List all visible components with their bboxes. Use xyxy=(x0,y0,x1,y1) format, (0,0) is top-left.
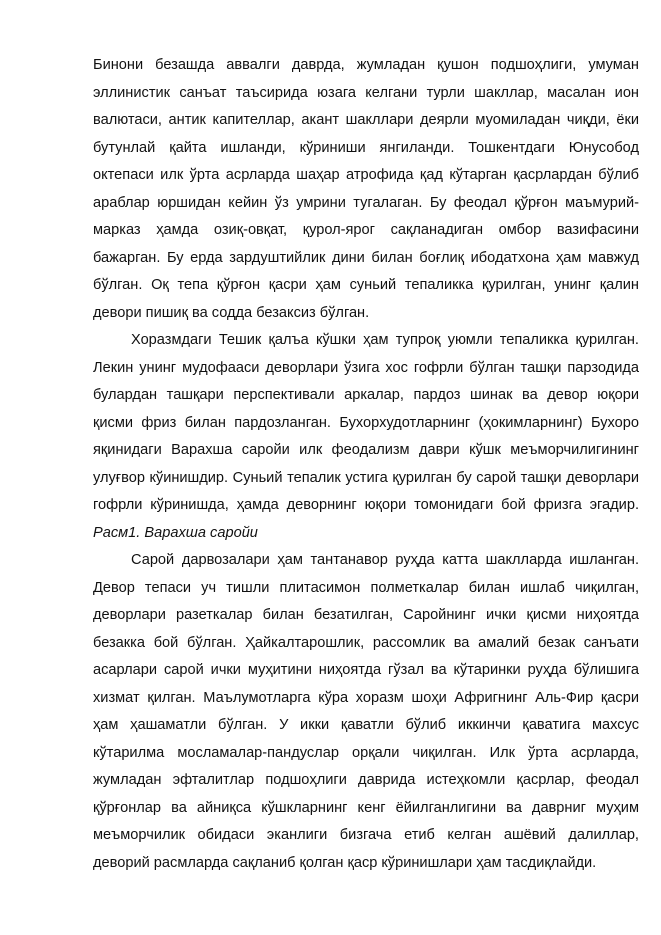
document-page xyxy=(93,52,639,877)
paragraph-1: Бинони безашда аввалги даврда, жумладан қушон подшоҳлиги, умуман эллинистик санъат таъсирида юзага келгани турли шакллар, масалан ион валютаси, антик капителлар, акант шакллари деярли муомиладан чиқди, ёки бутунлай қайта ишланди, кўриниши янгиланди. Тошкентдаги Юнусобод октепаси илк ўрта асрларда шаҳар атрофида қад кўтарган қасрлардан бўлиб араблар юршидан кейин ўз умрини тугалаган. Бу феодал қўрғон маъмурий-марказ ҳамда озиқ-овқат, қурол-ярог сақланадиган омбор вазифасини бажарган. Бу ерда зардуштийлик дини билан боғлиқ ибодатхона ҳам мавжуд бўлган. Оқ тепа қўрғон қасри ҳам суньий тепаликка қурилган, унинг қалин девори пишиқ ва содда безаксиз бўлган. xyxy=(93,57,639,321)
paragraph-2-text: Хоразмдаги Тешик қалъа кўшки ҳам тупроқ уюмли тепаликка қурилган. Лекин унинг мудофааси деворлари ўзига хос гофрли бўлган ташқи парзодида булардан ташқари перспективали аркалар, пардоз шинак ва девор юқори қисми фриз билан пардозланган. Бухорхудотларнинг (ҳокимларнинг) Бухоро яқинидаги Варахша саройи илк феодализм даври кўшк меъморчилигининг улуғвор кўинишдир. Суньий тепалик устига қурилган бу сарой ташқи деворлари гофрли кўринишда, ҳамда деворнинг юқори томонидаги бой фризга эгадир. xyxy=(93,332,639,513)
paragraph-2 xyxy=(93,327,639,547)
figure-caption: Расм1. Варахша саройи xyxy=(93,524,258,541)
paragraph-3: Сарой дарвозалари ҳам тантанавор руҳда катта шаклларда ишланган. Девор тепаси уч тишли плитасимон полметкалар билан ишлаб чиқилган, деворлари разеткалар билан безатилган, Саройнинг ички қисми ниҳоятда безакка бой бўлган. Ҳайкалтарошлик, рассомлик ва амалий безак санъати асарлари сарой ички муҳитини ниҳоятда гўзал ва кўтаринки руҳда бўлишига хизмат қилган. Маълумотларга кўра хоразм шоҳи Афригнинг Аль-Фир қасри ҳам ҳашаматли бўлган. У икки қаватли бўлиб иккинчи қаватига махсус кўтарилма мосламалар-пандуслар орқали чиқилган. Илк ўрта асрларда, жумладан эфталитлар подшоҳлиги даврида истеҳкомли қасрлар, феодал қўрғонлар ва айниқса кўшкларнинг кенг ёйилганлигини ва даврниг муҳим меъморчилик обидаси эканлиги бизгача етиб келган ашёвий далиллар, деворий расмларда сақланиб қолган қаср кўринишлари ҳам тасдиқлайди. xyxy=(93,552,639,871)
